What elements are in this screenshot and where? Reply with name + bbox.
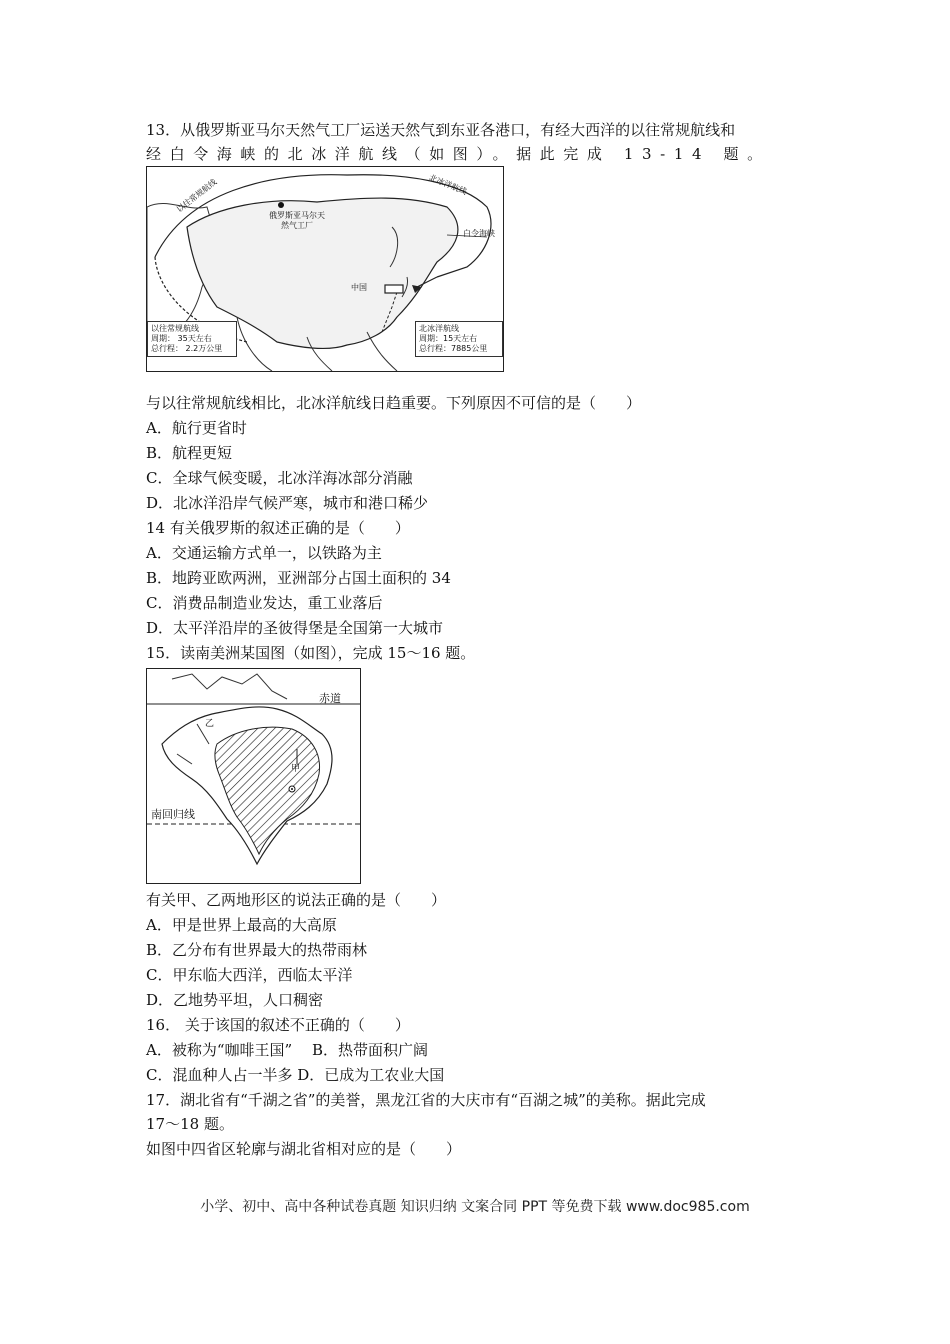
q16-options-line2: C．混血种人占一半多 D．已成为工农业大国 — [146, 1066, 445, 1084]
q13-stem-line2: 经白令海峡的北冰洋航线（如图）。据此完成 13-14 题。 — [146, 145, 771, 163]
arctic-route-legend-distance: 总行程：7885公里 — [419, 344, 488, 353]
page-footer: 小学、初中、高中各种试卷真题 知识归纳 文案合同 PPT 等免费下载 www.doc985.com — [200, 1199, 750, 1215]
q16-question: 16． 关于该国的叙述不正确的（ ） — [146, 1016, 410, 1034]
arctic-route-label: 北冰洋航线 — [427, 173, 469, 197]
old-route-legend — [147, 321, 237, 357]
q13-stem-line1: 13．从俄罗斯亚马尔天然气工厂运送天然气到东亚各港口，有经大西洋的以往常规航线和 — [146, 121, 736, 139]
q13-option-c: C．全球气候变暖，北冰洋海冰部分消融 — [146, 469, 413, 487]
q15-option-c: C．甲东临大西洋，西临太平洋 — [146, 966, 353, 984]
q14-question: 14 有关俄罗斯的叙述正确的是（ ） — [146, 519, 410, 537]
q17-stem-line1: 17．湖北省有“千湖之省”的美誉，黑龙江省的大庆市有“百湖之城”的美称。据此完成 — [146, 1091, 706, 1109]
eurasia-shipping-route-map — [146, 166, 504, 372]
china-label: 中国 — [351, 283, 367, 292]
arctic-route-legend-period: 周期：15天左右 — [419, 334, 478, 343]
q14-option-a: A．交通运输方式单一，以铁路为主 — [146, 544, 382, 562]
yamal-plant-label: 俄罗斯亚马尔天然气工厂 — [269, 211, 325, 230]
q13-question: 与以往常规航线相比，北冰洋航线日趋重要。下列原因不可信的是（ ） — [146, 394, 642, 412]
q15-intro: 15．读南美洲某国图（如图），完成 15～16 题。 — [146, 644, 476, 662]
q15-option-a: A．甲是世界上最高的大高原 — [146, 916, 337, 934]
q13-option-d: D．北冰洋沿岸气候严寒，城市和港口稀少 — [146, 494, 429, 512]
old-route-label: 以往常规航线 — [175, 177, 219, 215]
q13-option-a: A．航行更省时 — [146, 419, 247, 437]
equator-label: 赤道 — [319, 692, 341, 705]
old-route-legend-distance: 总行程： 2.2万公里 — [151, 344, 223, 353]
q16-options-line1: A．被称为“咖啡王国” B．热带面积广阔 — [146, 1041, 428, 1059]
arctic-route-legend-title: 北冰洋航线 — [419, 324, 459, 333]
q15-option-b: B．乙分布有世界最大的热带雨林 — [146, 941, 368, 959]
q14-option-b: B．地跨亚欧两洲，亚洲部分占国土面积的 34 — [146, 569, 451, 587]
jia-label: 甲 — [291, 764, 301, 774]
q13-option-b: B．航程更短 — [146, 444, 233, 462]
old-route-legend-period: 周期： 35天左右 — [151, 334, 212, 343]
old-route-legend-title: 以往常规航线 — [151, 324, 199, 333]
q15-option-d: D．乙地势平坦，人口稠密 — [146, 991, 324, 1009]
q14-option-c: C．消费品制造业发达，重工业落后 — [146, 594, 383, 612]
tropic-of-capricorn-label: 南回归线 — [151, 808, 195, 821]
bering-strait-label: 白令海峡 — [463, 229, 495, 238]
yi-label: 乙 — [205, 719, 215, 729]
arctic-route-legend — [415, 321, 503, 357]
south-america-country-map — [146, 668, 361, 884]
q17-stem-line2: 17～18 题。 — [146, 1115, 234, 1133]
q14-option-d: D．太平洋沿岸的圣彼得堡是全国第一大城市 — [146, 619, 444, 637]
q15-question: 有关甲、乙两地形区的说法正确的是（ ） — [146, 891, 447, 909]
q17-question: 如图中四省区轮廓与湖北省相对应的是（ ） — [146, 1140, 462, 1158]
